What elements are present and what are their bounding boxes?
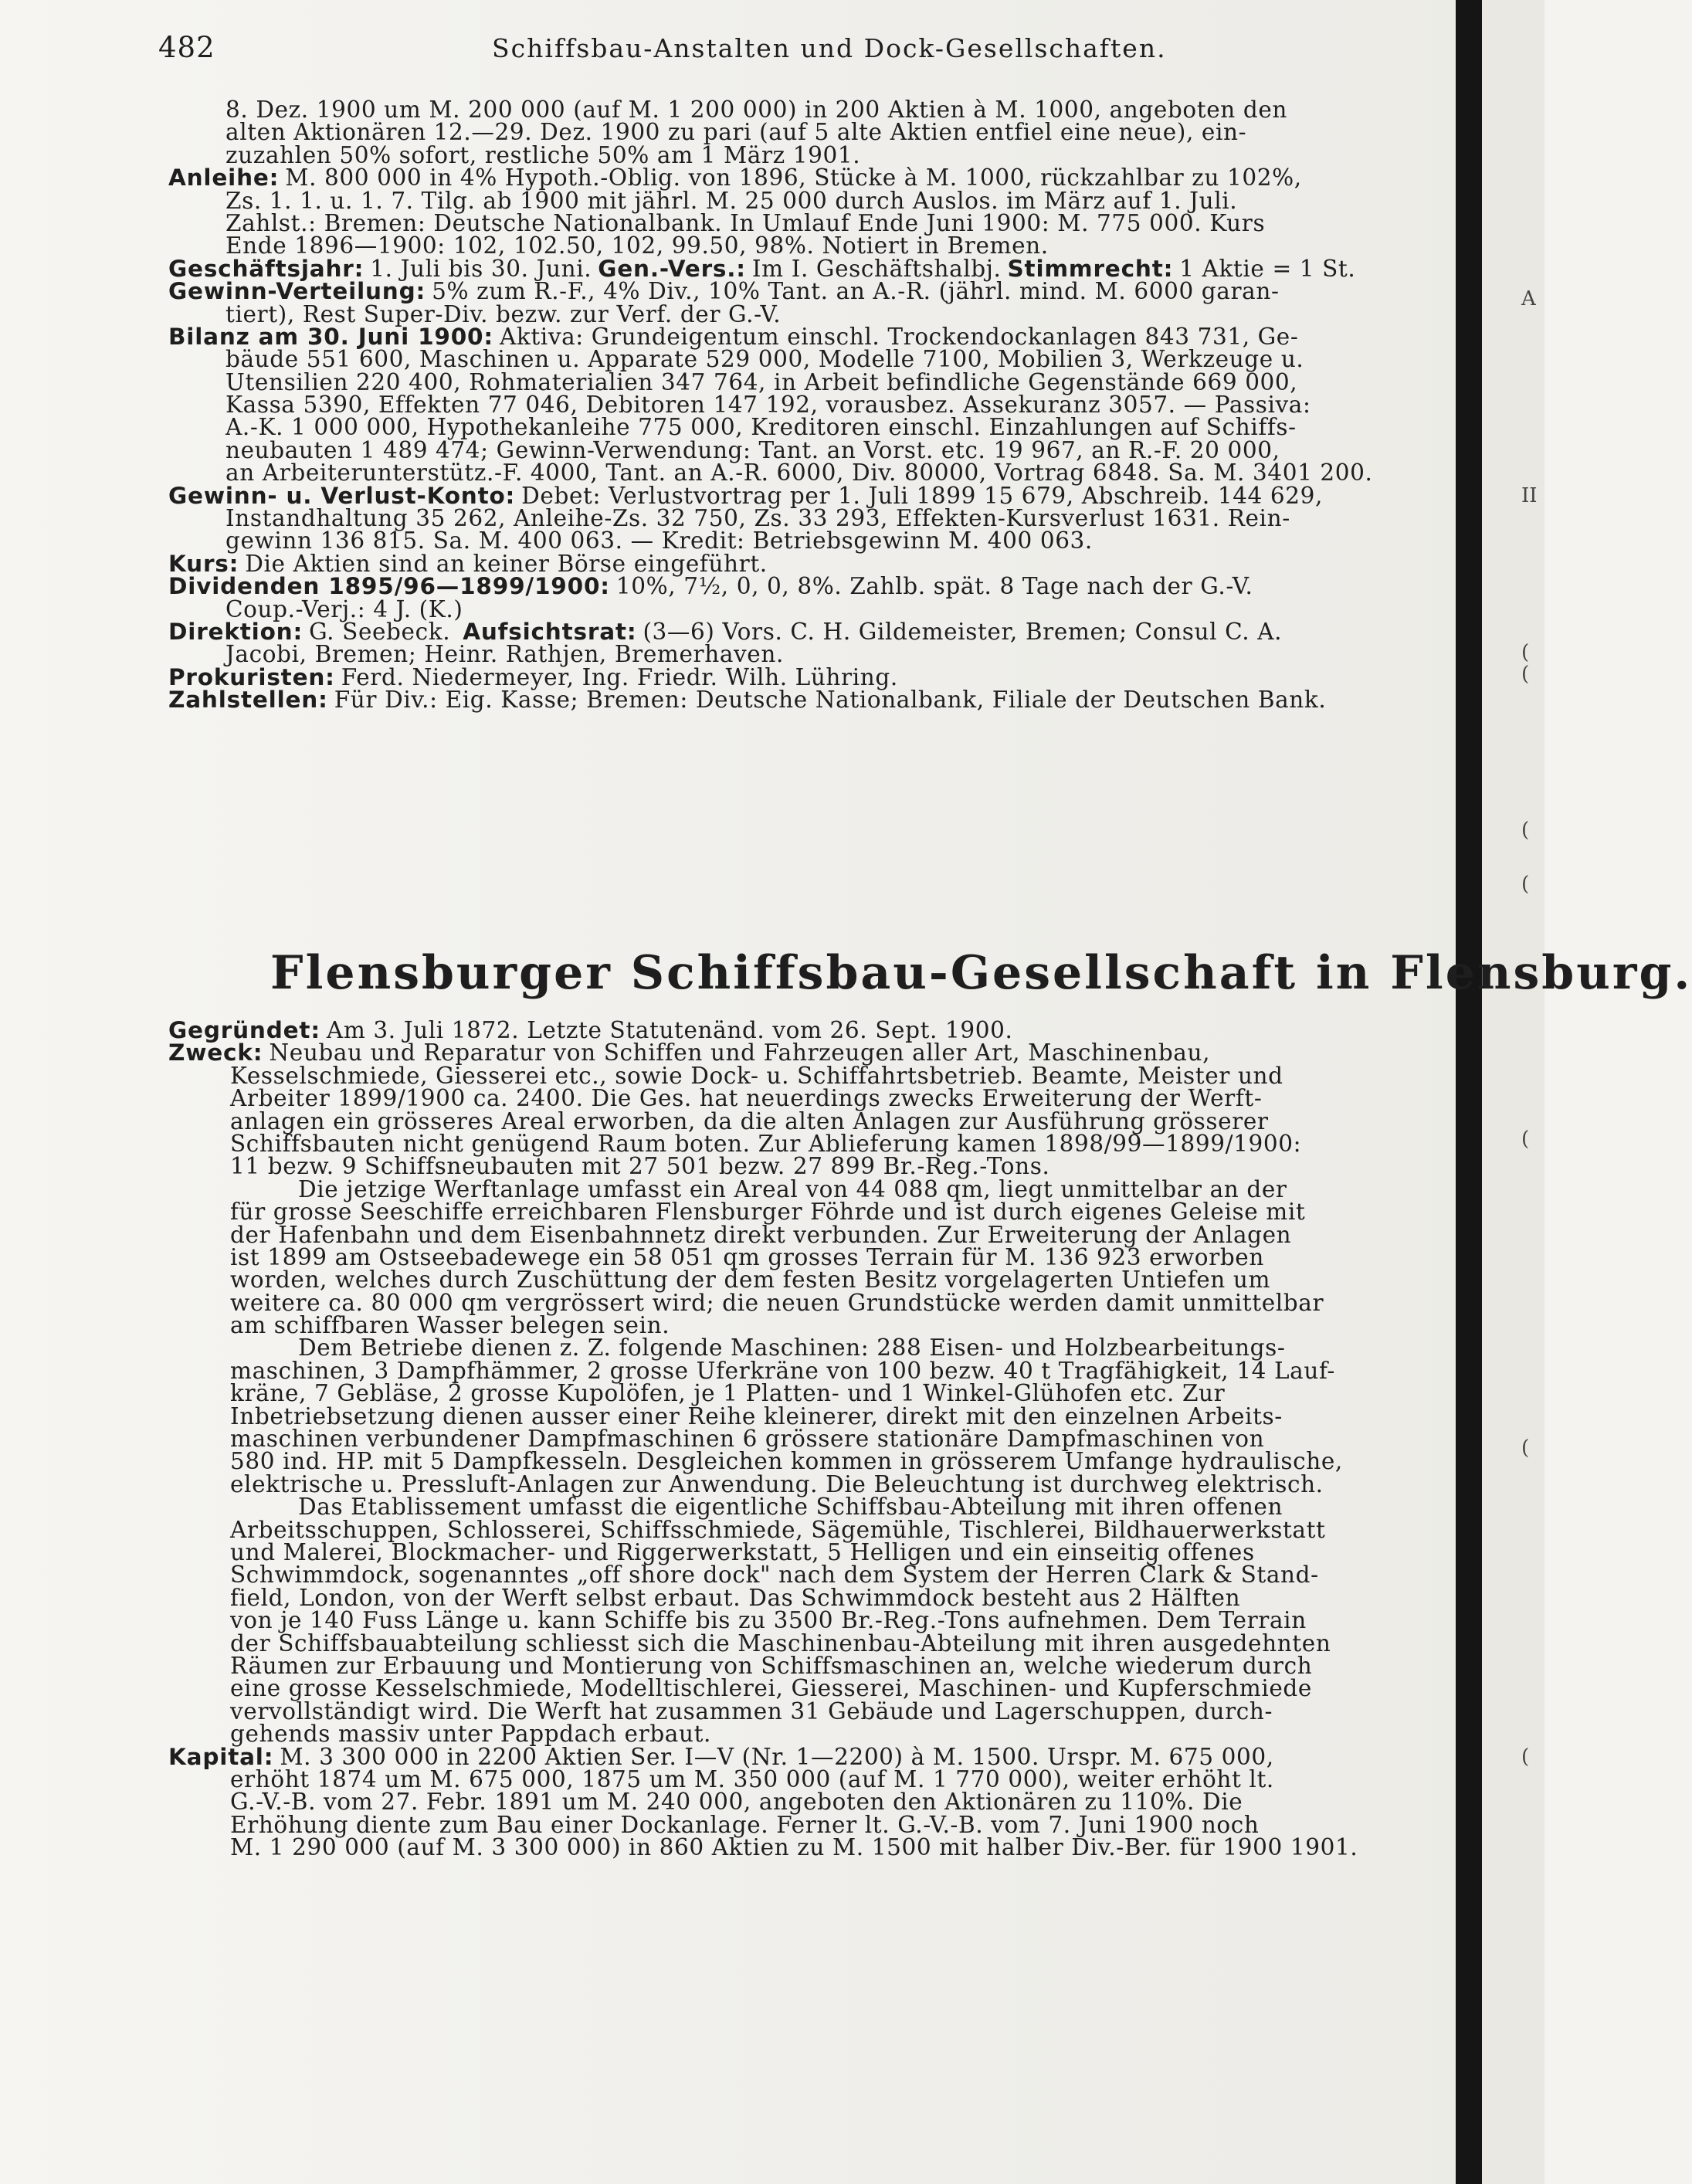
text-line: Arbeitsschuppen, Schlosserei, Schiffsschmiede, Sägemühle, Tischlerei, Bildhauerwerkstatt <box>230 1516 1326 1543</box>
facing-page-glyph: ( <box>1521 819 1530 842</box>
company-entry <box>168 1019 1435 1859</box>
text-line: Schwimmdock, sogenanntes „off shore dock" nach dem System der Herren Clark & Stand- <box>230 1562 1319 1589</box>
running-head: Schiffsbau-Anstalten und Dock-Gesellschaften. <box>492 33 1167 63</box>
text-line: Die jetzige Werftanlage umfasst ein Areal von 44 088 qm, liegt unmittelbar an der <box>298 1175 1287 1202</box>
text-line: eine grosse Kesselschmiede, Modelltischlerei, Giesserei, Maschinen- und Kupferschmiede <box>230 1675 1312 1702</box>
text-line: Dem Betriebe dienen z. Z. folgende Maschinen: 288 Eisen- und Holzbearbeitungs- <box>298 1334 1286 1362</box>
facing-page-glyph: ( <box>1521 873 1530 896</box>
text-line: Das Etablissement umfasst die eigentliche Schiffsbau-Abteilung mit ihren offenen <box>298 1494 1283 1521</box>
text-line: Kesselschmiede, Giesserei etc., sowie Dock- u. Schiffahrtsbetrieb. Beamte, Meister und <box>230 1062 1283 1089</box>
text-line: Kapital: M. 3 300 000 in 2200 Aktien Ser. I—V (Nr. 1—2200) à M. 1500. Urspr. M. 675 000, <box>168 1743 1274 1770</box>
field-label: Aufsichtsrat: <box>463 618 637 645</box>
text-line: Räumen zur Erbauung und Montierung von Schiffsmaschinen an, welche wiederum durch <box>230 1652 1313 1679</box>
text-line: field, London, von der Werft selbst erbaut. Das Schwimmdock besteht aus 2 Hälften <box>230 1584 1241 1611</box>
field-label: Stimmrecht: <box>1007 255 1174 282</box>
text-line: ist 1899 am Ostseebadewege ein 58 051 qm grosses Terrain für M. 136 923 erworben <box>230 1243 1264 1270</box>
text-line: von je 140 Fuss Länge u. kann Schiffe bis zu 3500 Br.-Reg.-Tons aufnehmen. Dem Terrain <box>230 1607 1307 1634</box>
field-label: Zweck: <box>168 1039 263 1067</box>
text-line: Coup.-Verj.: 4 J. (K.) <box>225 595 463 622</box>
field-label: Zahlstellen: <box>168 687 328 714</box>
text-line: Erhöhung diente zum Bau einer Dockanlage. Ferner lt. G.-V.-B. vom 7. Juni 1900 noch <box>230 1811 1260 1838</box>
text-line: Arbeiter 1899/1900 ca. 2400. Die Ges. hat neuerdings zwecks Erweiterung der Werft- <box>230 1085 1263 1112</box>
text-line: Geschäftsjahr: 1. Juli bis 30. Juni. Gen.-Vers.: Im I. Geschäftshalbj. Stimmrecht: 1 Aktie = 1 St. <box>168 255 1356 282</box>
text-line: für grosse Seeschiffe erreichbaren Flensburger Föhrde und ist durch eigenes Geleise mit <box>230 1199 1306 1226</box>
text-line: gehends massiv unter Pappdach erbaut. <box>230 1721 712 1748</box>
previous-entry <box>168 99 1435 712</box>
page-number: 482 <box>158 31 215 64</box>
text-line: neubauten 1 489 474; Gewinn-Verwendung: Tant. an Vorst. etc. 19 967, an R.-F. 20 000, <box>225 436 1280 463</box>
text-line: Gewinn- u. Verlust-Konto: Debet: Verlustvortrag per 1. Juli 1899 15 679, Abschreib. 144 629, <box>168 482 1323 509</box>
text-line: und Malerei, Blockmacher- und Riggerwerkstatt, 5 Helligen und ein einseitig offenes <box>230 1538 1255 1565</box>
text-line: Jacobi, Bremen; Heinr. Rathjen, Bremerhaven. <box>225 641 784 668</box>
text-line: Prokuristen: Ferd. Niedermeyer, Ing. Friedr. Wilh. Lühring. <box>168 663 898 690</box>
text-line: Kurs: Die Aktien sind an keiner Börse eingeführt. <box>168 550 768 577</box>
text-line: Ende 1896—1900: 102, 102.50, 102, 99.50, 98%. Notiert in Bremen. <box>225 232 1049 259</box>
text-line: G.-V.-B. vom 27. Febr. 1891 um M. 240 000, angeboten den Aktionären zu 110%. Die <box>230 1789 1243 1816</box>
text-line: kräne, 7 Gebläse, 2 grosse Kupolöfen, je 1 Platten- und 1 Winkel-Glühofen etc. Zur <box>230 1380 1226 1407</box>
book-spine-shadow <box>1456 0 1482 2184</box>
text-line: A.-K. 1 000 000, Hypothekanleihe 775 000, Kreditoren einschl. Einzahlungen auf Schiffs- <box>225 414 1297 441</box>
facing-page-glyph: II <box>1521 484 1538 507</box>
field-label: Anleihe: <box>168 164 280 192</box>
text-line: Gewinn-Verteilung: 5% zum R.-F., 4% Div., 10% Tant. an A.-R. (jährl. mind. M. 6000 garan- <box>168 278 1280 305</box>
text-line: maschinen, 3 Dampfhämmer, 2 grosse Uferkräne von 100 bezw. 40 t Tragfähigkeit, 14 Lauf- <box>230 1357 1335 1384</box>
field-label: Gen.-Vers.: <box>598 255 746 282</box>
text-line: am schiffbaren Wasser belegen sein. <box>230 1312 670 1339</box>
text-line: gewinn 136 815. Sa. M. 400 063. — Kredit: Betriebsgewinn M. 400 063. <box>225 527 1093 554</box>
facing-page-edge <box>1482 0 1545 2184</box>
field-label: Dividenden 1895/96—1899/1900: <box>168 573 610 600</box>
text-line: alten Aktionären 12.—29. Dez. 1900 zu pari (auf 5 alte Aktien entfiel eine neue), ein- <box>225 119 1247 146</box>
text-line: Utensilien 220 400, Rohmaterialien 347 764, in Arbeit befindliche Gegenstände 669 000, <box>225 368 1298 395</box>
page-header <box>158 31 1425 70</box>
text-line: an Arbeiterunterstütz.-F. 4000, Tant. an A.-R. 6000, Div. 80000, Vortrag 6848. Sa. M. 3401 200. <box>225 460 1373 487</box>
text-line: Dividenden 1895/96—1899/1900: 10%, 7½, 0, 0, 8%. Zahlb. spät. 8 Tage nach der G.-V. <box>168 573 1253 600</box>
text-line: Anleihe: M. 800 000 in 4% Hypoth.-Oblig. von 1896, Stücke à M. 1000, rückzahlbar zu 102%, <box>168 164 1302 192</box>
text-line: Inbetriebsetzung dienen ausser einer Reihe kleinerer, direkt mit den einzelnen Arbeits- <box>230 1402 1283 1429</box>
text-line: Zs. 1. 1. u. 1. 7. Tilg. ab 1900 mit jährl. M. 25 000 durch Auslos. im März auf 1. Juli. <box>225 187 1238 214</box>
text-line: 580 ind. HP. mit 5 Dampfkesseln. Desgleichen kommen in grösserem Umfange hydraulische, <box>230 1448 1343 1475</box>
field-label: Gewinn- u. Verlust-Konto: <box>168 482 516 509</box>
text-line: vervollständigt wird. Die Werft hat zusammen 31 Gebäude und Lagerschuppen, durch- <box>230 1697 1273 1724</box>
field-label: Prokuristen: <box>168 663 335 690</box>
facing-page-glyph: ( <box>1521 641 1530 664</box>
text-line: Bilanz am 30. Juni 1900: Aktiva: Grundeigentum einschl. Trockendockanlagen 843 731, Ge- <box>168 323 1299 350</box>
text-line: Zweck: Neubau und Reparatur von Schiffen und Fahrzeugen aller Art, Maschinenbau, <box>168 1039 1211 1067</box>
field-label: Gewinn-Verteilung: <box>168 278 426 305</box>
text-line: bäude 551 600, Maschinen u. Apparate 529 000, Modelle 7100, Mobilien 3, Werkzeuge u. <box>225 346 1304 373</box>
text-line: anlagen ein grösseres Areal erworben, da die alten Anlagen zur Ausführung grösserer <box>230 1107 1269 1134</box>
text-line: zuzahlen 50% sofort, restliche 50% am 1 März 1901. <box>225 141 861 168</box>
text-line: 8. Dez. 1900 um M. 200 000 (auf M. 1 200 000) in 200 Aktien à M. 1000, angeboten den <box>225 97 1287 123</box>
facing-page-glyph: ( <box>1521 1436 1530 1460</box>
text-line: erhöht 1874 um M. 675 000, 1875 um M. 350 000 (auf M. 1 770 000), weiter erhöht lt. <box>230 1765 1274 1792</box>
field-label: Bilanz am 30. Juni 1900: <box>168 323 493 350</box>
facing-page-glyph: A <box>1521 287 1536 310</box>
text-line: Zahlstellen: Für Div.: Eig. Kasse; Bremen: Deutsche Nationalbank, Filiale der Deutschen Bank. <box>168 687 1327 714</box>
text-line: weitere ca. 80 000 qm vergrössert wird; die neuen Grundstücke werden damit unmittelbar <box>230 1289 1324 1316</box>
text-line: maschinen verbundener Dampfmaschinen 6 grössere stationäre Dampfmaschinen von <box>230 1426 1265 1453</box>
text-line: der Hafenbahn und dem Eisenbahnnetz direkt verbunden. Zur Erweiterung der Anlagen <box>230 1221 1292 1248</box>
field-label: Geschäftsjahr: <box>168 255 365 282</box>
text-line: tiert), Rest Super-Div. bezw. zur Verf. der G.-V. <box>225 300 782 327</box>
text-line: Zahlst.: Bremen: Deutsche Nationalbank. In Umlauf Ende Juni 1900: M. 775 000. Kurs <box>225 209 1266 236</box>
text-line: worden, welches durch Zuschüttung der dem festen Besitz vorgelagerten Untiefen um <box>230 1267 1271 1294</box>
company-title: Flensburger Schiffsbau-Gesellschaft in Flensburg. <box>270 946 1692 1000</box>
text-line: M. 1 290 000 (auf M. 3 300 000) in 860 Aktien zu M. 1500 mit halber Div.-Ber. für 1900 1901. <box>230 1834 1358 1861</box>
text-line: Gegründet: Am 3. Juli 1872. Letzte Statutenänd. vom 26. Sept. 1900. <box>168 1017 1013 1043</box>
text-line: elektrische u. Pressluft-Anlagen zur Anwendung. Die Beleuchtung ist durchweg elektrisch. <box>230 1470 1324 1497</box>
text-line: Direktion: G. Seebeck. Aufsichtsrat: (3—6) Vors. C. H. Gildemeister, Bremen; Consul C. A. <box>168 618 1283 645</box>
field-label: Kurs: <box>168 550 239 577</box>
facing-page-glyph: ( <box>1521 663 1530 686</box>
text-line: Schiffsbauten nicht genügend Raum boten. Zur Ablieferung kamen 1898/99—1899/1900: <box>230 1130 1302 1157</box>
field-label: Direktion: <box>168 618 303 645</box>
facing-page-glyph: ( <box>1521 1745 1530 1769</box>
text-line: Instandhaltung 35 262, Anleihe-Zs. 32 750, Zs. 33 293, Effekten-Kursverlust 1631. Rein- <box>225 505 1290 532</box>
field-label: Kapital: <box>168 1743 274 1770</box>
text-line: 11 bezw. 9 Schiffsneubauten mit 27 501 bezw. 27 899 Br.-Reg.-Tons. <box>230 1153 1050 1180</box>
text-line: Kassa 5390, Effekten 77 046, Debitoren 147 192, vorausbez. Assekuranz 3057. — Passiva: <box>225 392 1311 419</box>
text-line: der Schiffsbauabteilung schliesst sich die Maschinenbau-Abteilung mit ihren ausgedehnten <box>230 1630 1331 1657</box>
field-label: Gegründet: <box>168 1017 320 1043</box>
facing-page-glyph: ( <box>1521 1128 1530 1151</box>
